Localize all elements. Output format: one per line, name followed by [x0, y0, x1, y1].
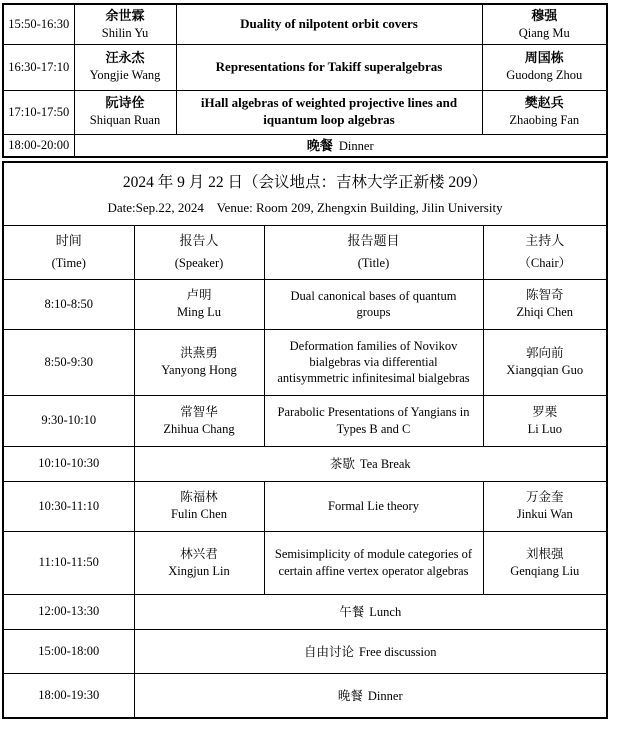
header-title	[264, 225, 483, 279]
chair-name-en: Zhaobing Fan	[509, 113, 580, 128]
time-cell: 15:00-18:00	[3, 629, 134, 673]
session-row	[3, 329, 607, 395]
chair-cell	[483, 279, 607, 329]
break-label-cell	[134, 594, 607, 629]
talk-title-cell: Parabolic Presentations of Yangians in Types B and C	[264, 395, 483, 446]
chair-cell	[483, 329, 607, 395]
chair-cell	[483, 481, 607, 531]
speaker-name-en: Yongjie Wang	[89, 68, 161, 83]
break-label-en: Free discussion	[359, 644, 437, 659]
speaker-name-en: Shiquan Ruan	[89, 113, 161, 128]
break-label-en: Lunch	[369, 605, 402, 619]
break-row-dinner	[3, 134, 607, 157]
chair-name-cn: 周国栋	[524, 50, 564, 66]
speaker-name-cn: 陈福林	[180, 490, 218, 505]
speaker-name-en: Shilin Yu	[101, 25, 149, 40]
previous-sessions-table	[2, 3, 608, 158]
break-label-cell	[74, 134, 607, 157]
speaker-cell	[74, 44, 176, 90]
header-time-cn: 时间	[55, 232, 82, 248]
break-row-free-discussion	[3, 629, 607, 673]
session-row	[3, 44, 607, 90]
break-label-cn: 晚餐	[306, 138, 333, 154]
speaker-name-cn: 卢明	[186, 288, 212, 303]
time-cell: 10:10-10:30	[3, 446, 134, 481]
speaker-cell	[134, 329, 264, 395]
break-label-cn: 茶歇	[329, 457, 355, 471]
chair-name-cn: 罗栗	[532, 404, 558, 419]
date-venue-cn: 2024 年 9 月 22 日（会议地点：吉林大学正新楼 209）	[122, 174, 488, 192]
time-cell: 8:50-9:30	[3, 329, 134, 395]
break-row-dinner	[3, 673, 607, 718]
time-cell: 18:00-19:30	[3, 673, 134, 718]
time-cell: 11:10-11:50	[3, 531, 134, 594]
talk-title-cell: Formal Lie theory	[264, 481, 483, 531]
speaker-cell	[134, 531, 264, 594]
header-chair-cn: 主持人	[525, 232, 565, 248]
header-chair	[483, 225, 607, 279]
time-cell: 9:30-10:10	[3, 395, 134, 446]
break-label-cell	[134, 629, 607, 673]
date-venue-cell	[3, 162, 607, 225]
session-row	[3, 395, 607, 446]
chair-cell	[483, 531, 607, 594]
session-row	[3, 279, 607, 329]
chair-name-en: Guodong Zhou	[506, 68, 583, 83]
chair-name-en: Jinkui Wan	[516, 507, 573, 521]
chair-name-en: Genqiang Liu	[510, 563, 580, 578]
speaker-name-cn: 洪燕勇	[180, 346, 218, 361]
speaker-name-en: Fulin Chen	[171, 507, 227, 521]
talk-title-cell: iHall algebras of weighted projective lines and iquantum loop algebras	[176, 90, 482, 134]
speaker-cell	[134, 395, 264, 446]
chair-name-en: Xiangqian Guo	[506, 363, 584, 377]
time-cell: 18:00-20:00	[3, 134, 74, 157]
chair-name-cn: 郭向前	[526, 346, 564, 361]
chair-cell	[482, 90, 607, 134]
speaker-name-en: Xingjun Lin	[168, 563, 230, 578]
time-cell: 16:30-17:10	[3, 44, 74, 90]
speaker-name-cn: 常智华	[180, 404, 218, 419]
session-row	[3, 90, 607, 134]
header-chair-en: （Chair）	[518, 256, 572, 271]
session-row	[3, 481, 607, 531]
break-label-cn: 午餐	[339, 605, 365, 619]
date-venue-row	[3, 162, 607, 225]
talk-title-cell: Representations for Takiff superalgebras	[176, 44, 482, 90]
header-title-en: (Title)	[357, 256, 390, 271]
speaker-cell	[74, 90, 176, 134]
chair-name-cn: 樊赵兵	[524, 95, 564, 111]
chair-name-cn: 万金奎	[526, 490, 564, 505]
chair-name-cn: 刘根强	[526, 546, 564, 561]
speaker-name-cn: 汪永杰	[105, 50, 145, 66]
time-cell: 17:10-17:50	[3, 90, 74, 134]
speaker-name-cn: 余世霖	[105, 7, 145, 23]
header-speaker-cn: 报告人	[179, 232, 219, 248]
time-cell: 10:30-11:10	[3, 481, 134, 531]
speaker-cell	[74, 4, 176, 44]
chair-name-cn: 陈智奇	[526, 288, 564, 303]
day-schedule-table	[2, 161, 608, 719]
speaker-name-en: Ming Lu	[176, 305, 222, 319]
session-row	[3, 4, 607, 44]
break-label-cell	[134, 446, 607, 481]
chair-name-cn: 穆强	[531, 7, 558, 23]
break-label-cn: 晚餐	[337, 688, 363, 703]
date-venue-en: Date:Sep.22, 2024 Venue: Room 209, Zhengxin Building, Jilin University	[107, 199, 503, 215]
speaker-cell	[134, 279, 264, 329]
break-label-en: Tea Break	[359, 457, 411, 471]
time-cell: 12:00-13:30	[3, 594, 134, 629]
header-time	[3, 225, 134, 279]
chair-cell	[482, 4, 607, 44]
chair-name-en: Zhiqi Chen	[516, 305, 574, 319]
speaker-cell	[134, 481, 264, 531]
header-time-en: (Time)	[51, 256, 86, 271]
speaker-name-cn: 林兴君	[180, 546, 218, 561]
break-row-lunch	[3, 594, 607, 629]
chair-name-en: Qiang Mu	[518, 25, 570, 40]
column-header-row	[3, 225, 607, 279]
header-speaker	[134, 225, 264, 279]
speaker-name-en: Zhihua Chang	[163, 421, 235, 436]
chair-cell	[482, 44, 607, 90]
header-title-cn: 报告题目	[347, 232, 400, 248]
break-label-en: Dinner	[367, 688, 403, 703]
session-row	[3, 531, 607, 594]
talk-title-cell: Deformation families of Novikov bialgebras via differential antisymmetric infinitesimal bialgebras	[264, 329, 483, 395]
speaker-name-en: Yanyong Hong	[161, 363, 237, 377]
break-label-cn: 自由讨论	[304, 644, 355, 659]
talk-title-cell: Duality of nilpotent orbit covers	[176, 4, 482, 44]
header-speaker-en: (Speaker)	[174, 256, 224, 271]
talk-title-cell: Dual canonical bases of quantum groups	[264, 279, 483, 329]
chair-cell	[483, 395, 607, 446]
speaker-name-cn: 阮诗佺	[105, 95, 145, 111]
time-cell: 15:50-16:30	[3, 4, 74, 44]
time-cell: 8:10-8:50	[3, 279, 134, 329]
chair-name-en: Li Luo	[527, 421, 562, 436]
break-label-en: Dinner	[338, 139, 374, 154]
break-row-tea	[3, 446, 607, 481]
break-label-cell	[134, 673, 607, 718]
talk-title-cell: Semisimplicity of module categories of certain affine vertex operator algebras	[264, 531, 483, 594]
